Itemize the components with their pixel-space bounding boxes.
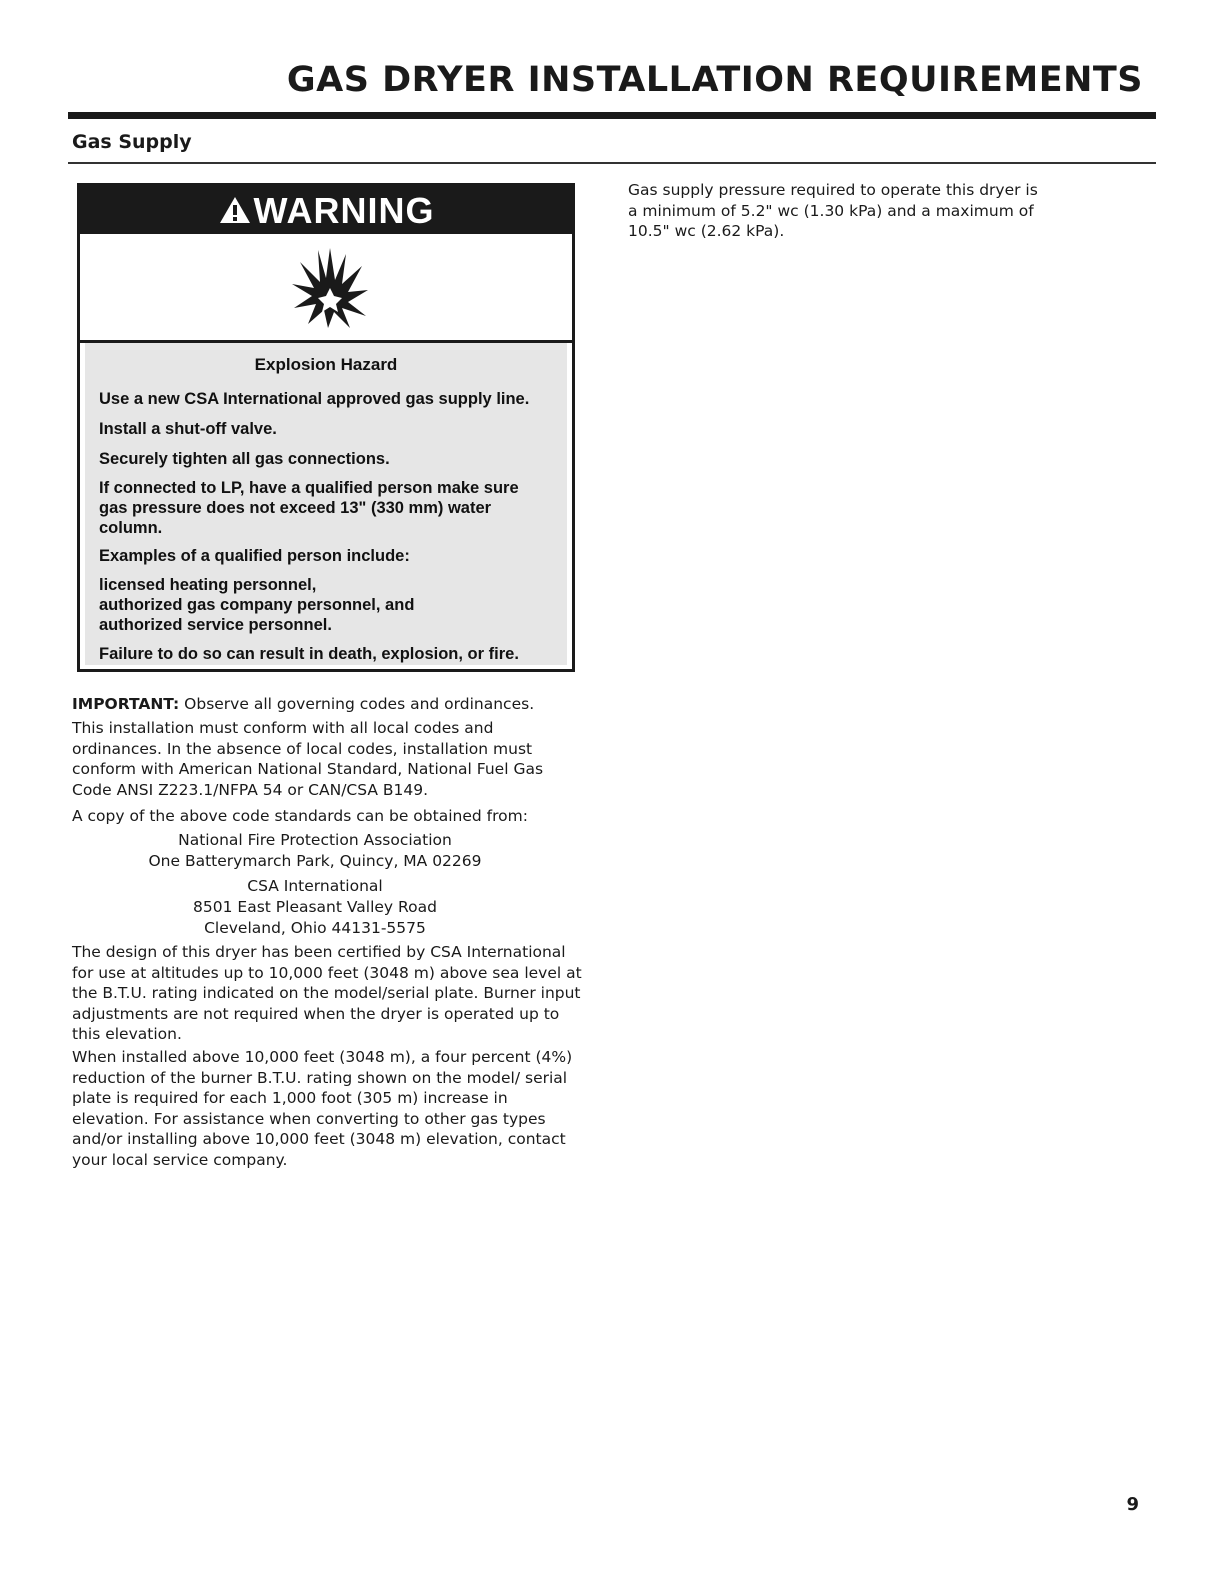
- warning-line: Install a shut-off valve.: [99, 420, 277, 438]
- warning-header: [80, 186, 572, 234]
- important-text: Observe all governing codes and ordinances.: [179, 695, 535, 713]
- warning-line: authorized service personnel.: [99, 616, 332, 634]
- section-heading: Gas Supply: [72, 131, 192, 153]
- address-line: 8501 East Pleasant Valley Road: [193, 898, 437, 916]
- copy-paragraph: A copy of the above code standards can be obtained from:: [72, 807, 528, 825]
- section-rule: [68, 162, 1156, 164]
- elevation-paragraph: When installed above 10,000 feet (3048 m), a four percent (4%) reduction of the burner B.T.U. rating shown on the model/ serial plate is required for each 1,000 foot (305 m) increase in elevation. For assistance when converting to other gas types and/or installing above 10,000 feet (3048 m) elevation, contact your local service company.: [72, 1048, 573, 1169]
- warning-line: Securely tighten all gas connections.: [99, 450, 390, 468]
- address-line: CSA International: [247, 877, 383, 895]
- explosion-icon-area: [80, 234, 572, 343]
- explosion-icon: [290, 244, 370, 330]
- warning-header-label: WARNING: [253, 190, 435, 231]
- warning-triangle-icon: [218, 188, 252, 238]
- address-line: National Fire Protection Association: [178, 831, 452, 849]
- important-label: IMPORTANT:: [72, 695, 180, 713]
- page-title: GAS DRYER INSTALLATION REQUIREMENTS: [286, 60, 1143, 100]
- altitude-paragraph: The design of this dryer has been certified by CSA International for use at altitudes up to 10,000 feet (3048 m) above sea level at the B.T.U. rating indicated on the model/serial plate. Burner input adjustments are not required when the dryer is operated up to this elevation.: [72, 943, 582, 1043]
- warning-box: [77, 183, 575, 672]
- warning-body: [85, 343, 567, 665]
- important-note: [72, 694, 582, 715]
- address-line: Cleveland, Ohio 44131-5575: [204, 919, 426, 937]
- hazard-title: Explosion Hazard: [254, 355, 398, 374]
- gas-pressure-paragraph: Gas supply pressure required to operate this dryer is a minimum of 5.2" wc (1.30 kPa) and a maximum of 10.5" wc (2.62 kPa).: [628, 181, 1038, 240]
- warning-line: Failure to do so can result in death, explosion, or fire.: [99, 645, 519, 663]
- warning-line: Examples of a qualified person include:: [99, 547, 410, 565]
- warning-line: If connected to LP, have a qualified person make sure gas pressure does not exceed 13" (330 mm) water column.: [99, 479, 519, 537]
- code-paragraph: This installation must conform with all local codes and ordinances. In the absence of local codes, installation must conform with American National Standard, National Fuel Gas Code ANSI Z223.1/NFPA 54 or CAN/CSA B149.: [72, 719, 544, 799]
- warning-line: licensed heating personnel,: [99, 576, 317, 594]
- warning-line: authorized gas company personnel, and: [99, 596, 415, 614]
- page-number: 9: [1126, 1494, 1139, 1515]
- address-nfpa: [60, 830, 570, 872]
- address-csa: [60, 876, 570, 939]
- address-line: One Batterymarch Park, Quincy, MA 02269: [148, 852, 482, 870]
- warning-line: Use a new CSA International approved gas supply line.: [99, 390, 530, 408]
- title-rule: [68, 112, 1156, 119]
